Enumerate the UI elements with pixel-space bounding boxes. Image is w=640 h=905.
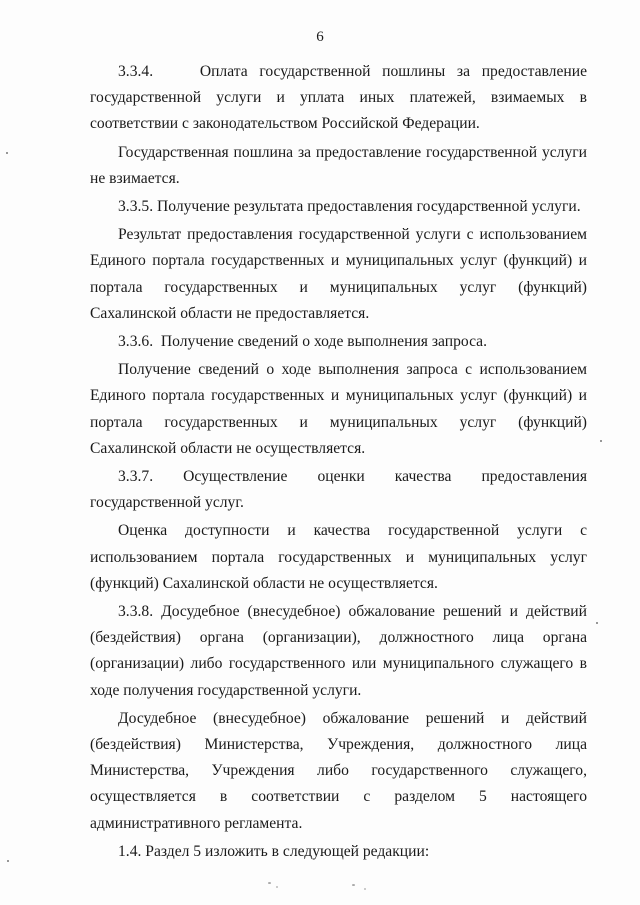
paragraph-status-info: Получение сведений о ходе выполнения запроса с использованием Единого портала государственных и муниципальных услуг (функций) и портала государственных и муниципальных услуг (функций) Сахалинской области не осуществляется.: [90, 361, 587, 457]
paragraph-1-4: 1.4. Раздел 5 изложить в следующей редакции:: [118, 842, 430, 860]
scan-speck: [7, 860, 9, 862]
scan-speck: [268, 882, 271, 884]
paragraph-quality-assessment: Оценка доступности и качества государственной услуги с использованием портала государственных и муниципальных услуг (функций) Сахалинской области не осуществляется.: [90, 522, 587, 592]
scan-speck: [596, 622, 598, 624]
scan-speck: [364, 888, 366, 890]
paragraph-3-3-5: 3.3.5. Получение результата предоставления государственной услуги.: [118, 198, 581, 216]
paragraph-3-3-7: 3.3.7. Осуществление оценки качества предоставления государственной услуг.: [90, 468, 587, 512]
page-number: 6: [316, 29, 324, 45]
scan-speck: [352, 884, 355, 886]
scan-speck: [6, 152, 8, 154]
scan-speck: [600, 440, 602, 442]
paragraph-pretrial-appeal: Досудебное (внесудебное) обжалование решений и действий (бездействия) Министерства, Учреждения, должностного лица Министерства, Учреждения либо государственного служащего, осуществляется в соответствии с разделом 5 настоящего административного регламента.: [90, 709, 587, 832]
paragraph-3-3-4: 3.3.4. Оплата государственной пошлины за предоставление государственной услуги и уплата иных платежей, взимаемых в соответствии с законодательством Российской Федерации.: [90, 63, 587, 133]
paragraph-3-3-8: 3.3.8. Досудебное (внесудебное) обжалование решений и действий (бездействия) органа (организации), должностного лица органа (организации) либо государственного или муниципального служащего в ходе получения государственной услуги.: [90, 603, 587, 699]
body-text: [90, 59, 587, 865]
paragraph-fee-not-charged: Государственная пошлина за предоставление государственной услуги не взимается.: [90, 143, 587, 187]
paragraph-3-3-6: 3.3.6. Получение сведений о ходе выполнения запроса.: [118, 333, 488, 351]
paragraph-result-not-provided: Результат предоставления государственной услуги с использованием Единого портала государственных и муниципальных услуг (функций) и портала государственных и муниципальных услуг (функций) Сахалинской области не предоставляется.: [90, 226, 587, 322]
scan-speck: [276, 886, 278, 888]
